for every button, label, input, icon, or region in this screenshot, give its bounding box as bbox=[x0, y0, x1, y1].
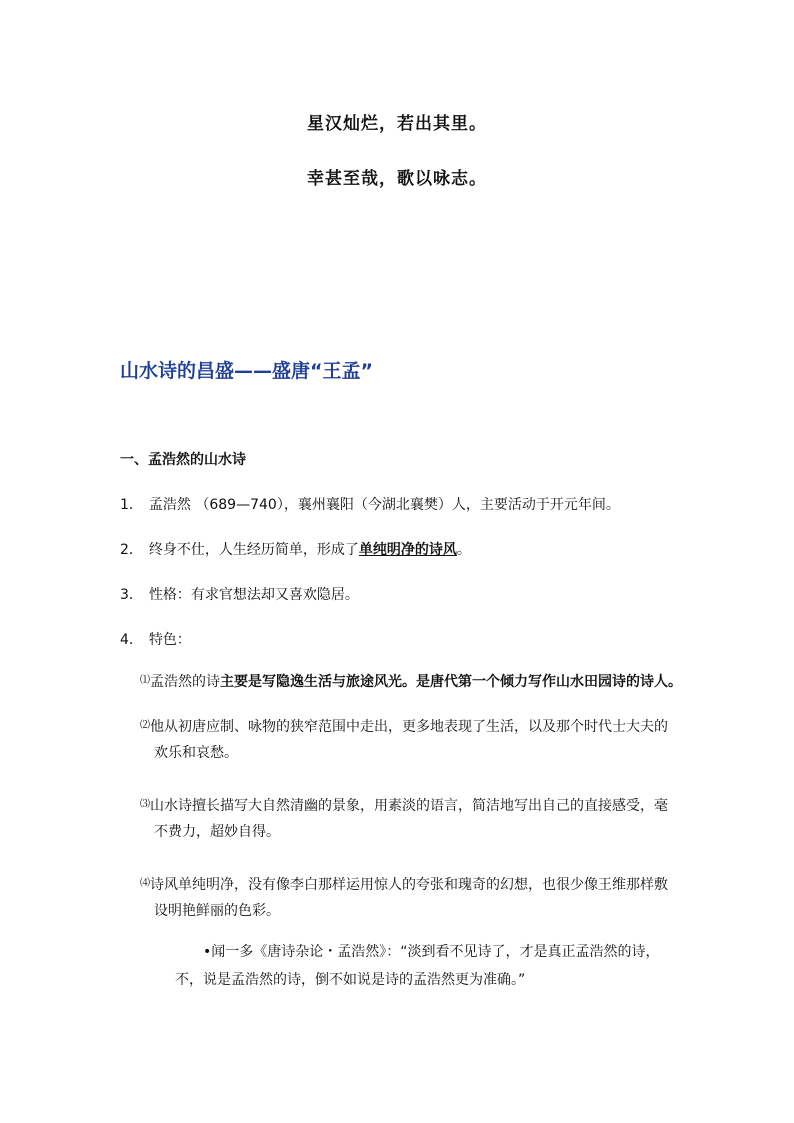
item-text: 孟浩然 （689—740），襄州襄阳（今湖北襄樊）人，主要活动于开元年间。 bbox=[148, 497, 620, 513]
item-number: 4． bbox=[120, 632, 143, 648]
list-item-4 bbox=[120, 629, 191, 649]
feature-text-line-1: 山水诗擅长描写大自然清幽的景象，用素淡的语言，简洁地写出自己的直接感受，毫 bbox=[150, 798, 668, 814]
quote-line-2: 不，说是孟浩然的诗，倒不如说是诗的孟浩然更为准确。” bbox=[175, 972, 526, 988]
emphasized-phrase: 单纯明净的诗风 bbox=[358, 542, 457, 558]
feature-marker: ⑶ bbox=[140, 799, 150, 810]
feature-bold-text: 主要是写隐逸生活与旅途风光。是唐代第一个倾力写作山水田园诗的诗人。 bbox=[220, 674, 682, 690]
feature-text-line-2: 设明艳鲜丽的色彩。 bbox=[154, 903, 280, 919]
feature-4 bbox=[140, 871, 685, 924]
feature-text-line-2: 不费力，超妙自得。 bbox=[154, 824, 280, 840]
item-number: 3． bbox=[120, 587, 143, 603]
quote-line-1: •闻一多《唐诗杂论・孟浩然》：“淡到看不见诗了，才是真正孟浩然的诗， bbox=[203, 944, 660, 960]
section-heading: 一、孟浩然的山水诗 bbox=[120, 452, 246, 468]
feature-marker: ⑷ bbox=[140, 878, 150, 889]
item-number: 2． bbox=[120, 542, 143, 558]
quote-block bbox=[175, 938, 675, 994]
item-text: 特色： bbox=[148, 632, 191, 648]
list-item-3 bbox=[120, 584, 359, 604]
poem-line-2: 幸甚至哉，歌以咏志。 bbox=[307, 169, 487, 189]
feature-text-line-1: 诗风单纯明净，没有像李白那样运用惊人的夸张和瑰奇的幻想，也很少像王维那样敷 bbox=[150, 877, 668, 893]
feature-marker: ⑴ bbox=[140, 675, 150, 686]
item-number: 1． bbox=[120, 497, 143, 513]
item-text: 性格：有求官想法却又喜欢隐居。 bbox=[148, 587, 359, 603]
item-text-end: 。 bbox=[456, 542, 471, 558]
feature-text-line-1: 他从初唐应制、咏物的狭窄范围中走出，更多地表现了生活，以及那个时代士大夫的 bbox=[150, 719, 668, 735]
page-title: 山水诗的昌盛——盛唐“王孟” bbox=[120, 360, 373, 382]
list-item-1 bbox=[120, 494, 620, 514]
feature-1 bbox=[140, 668, 685, 695]
feature-text-line-2: 欢乐和哀愁。 bbox=[154, 745, 238, 761]
feature-marker: ⑵ bbox=[140, 720, 150, 731]
feature-3 bbox=[140, 792, 685, 845]
list-item-2 bbox=[120, 539, 471, 559]
poem-line-1: 星汉灿烂，若出其里。 bbox=[307, 114, 487, 134]
item-text: 终身不仕，人生经历简单，形成了 bbox=[148, 542, 359, 558]
feature-text: 孟浩然的诗 bbox=[150, 674, 220, 690]
feature-2 bbox=[140, 713, 685, 766]
